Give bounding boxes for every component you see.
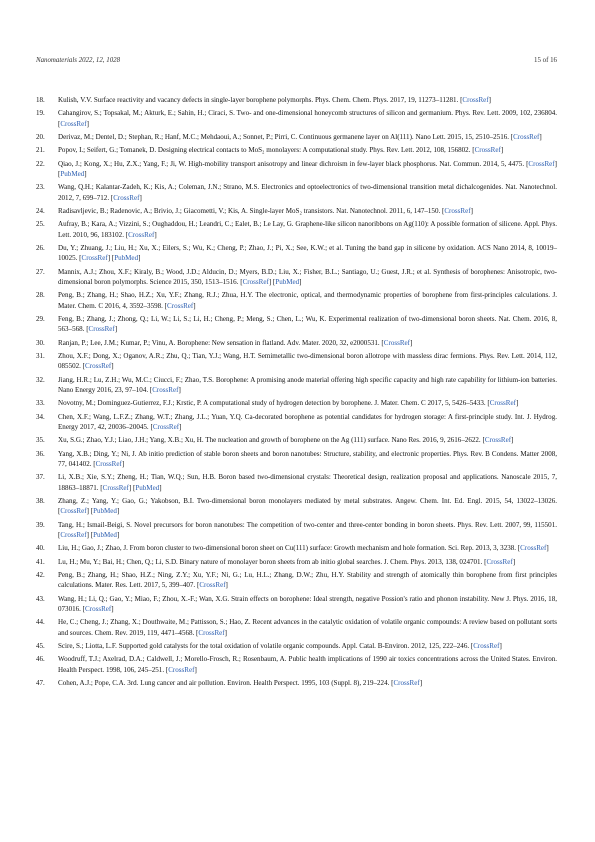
reference-item [36, 314, 557, 335]
reference-body: Popov, I.; Seifert, G.; Tomanek, D. Designing electrical contacts to MoS₂ monolayers: A computational study. Phys. Rev. Lett. 2012, 108, 156802. [CrossRef] [58, 146, 504, 155]
reference-body: Mannix, A.J.; Zhou, X.F.; Kiraly, B.; Wood, J.D.; Alducin, D.; Myers, B.D.; Liu, X.; Fisher, B.L.; Santiago, U.; Guest, J.R.; et al. Synthesis of borophenes: Anisotropic, two-dimensional boron polymorphs. Science 2015, 350, 1513–1516. [CrossRef] [PubMed] [58, 267, 557, 287]
reference-item [36, 472, 557, 493]
reference-body: Zhou, X.F.; Dong, X.; Oganov, A.R.; Zhu, Q.; Tian, Y.J.; Wang, H.T. Semimetallic two-dimensional boron allotrope with massless dirac fermions. Phys. Rev. Lett. 2014, 112, 085502. [CrossRef] [58, 352, 557, 371]
reference-number: 39. [36, 520, 45, 529]
reference-item [36, 641, 557, 651]
reference-item [36, 108, 557, 129]
reference-item [36, 520, 557, 541]
crossref-link[interactable]: CrossRef [393, 679, 420, 688]
reference-number: 40. [36, 544, 45, 553]
crossref-link[interactable]: CrossRef [102, 483, 129, 492]
reference-number: 41. [36, 557, 45, 566]
crossref-link[interactable]: CrossRef [152, 385, 179, 394]
reference-item [36, 132, 557, 142]
crossref-link[interactable]: CrossRef [513, 133, 540, 142]
reference-number: 29. [36, 315, 45, 324]
reference-text: Wang, Q.H.; Kalantar-Zadeh, K.; Kis, A.; Coleman, J.N.; Strano, M.S. Electronics and optoelectronics of two-dimensional transition metal dichalcogenides. Nat. Nanotechnol. 2012, 7, 699–712. [58, 183, 557, 202]
reference-body: Feng, B.; Zhang, J.; Zhong, Q.; Li, W.; Li, S.; Li, H.; Cheng, P.; Meng, S.; Chen, L.; Wu, K. Experimental realization of two-dimensional boron sheets. Nat. Chem. 2016, 8, 563–568. [CrossRef] [58, 315, 557, 334]
reference-text: Qiao, J.; Kong, X.; Hu, Z.X.; Yang, F.; Ji, W. High-mobility transport anisotropy and linear dichroism in few-layer black phosphorus. Nat. Commun. 2014, 5, 4475. [58, 159, 525, 168]
crossref-link[interactable]: CrossRef [462, 96, 489, 104]
reference-body: Zhang, Z.; Yang, Y.; Gao, G.; Yakobson, B.I. Two-dimensional boron monolayers mediated by metal substrates. Angew. Chem. Int. Ed. Engl. 2015, 54, 13022–13026. [CrossRef] [PubMed] [58, 497, 557, 516]
reference-text: Chen, X.F.; Wang, L.F.Z.; Zhang, W.T.; Zhang, J.L.; Yuan, Y.Q. Ca-decorated borophene as potential candidates for hydrogen storage: A first-principle study. Int. J. Hydrog. Energy 2017, 42, 20036–20045. [58, 412, 557, 431]
reference-item [36, 557, 557, 567]
reference-number: 38. [36, 497, 45, 506]
reference-item [36, 375, 557, 396]
reference-number: 44. [36, 618, 45, 627]
reference-item [36, 543, 557, 553]
reference-body: Ranjan, P.; Lee, J.M.; Kumar, P.; Vinu, A. Borophene: New sensation in flatland. Adv. Mater. 2020, 32, e2000531. [CrossRef] [58, 338, 413, 347]
journal-name: Nanomaterials [36, 57, 77, 64]
reference-item [36, 435, 557, 445]
reference-text: Li, X.B.; Xie, S.Y.; Zheng, H.; Tian, W.Q.; Sun, H.B. Boron based two-dimensional crystals: Theoretical design, realization proposal and applications. Nanoscale 2015, 7, 18863–18871. [58, 473, 557, 492]
crossref-link[interactable]: CrossRef [60, 507, 87, 516]
reference-number: 42. [36, 571, 45, 580]
reference-number: 32. [36, 375, 45, 384]
reference-text: Lu, H.; Mu, Y.; Bai, H.; Chen, Q.; Li, S.D. Binary nature of monolayer boron sheets from ab initio global searches. J. Chem. Phys. 2013, 138, 024701. [58, 557, 483, 566]
crossref-link[interactable]: CrossRef [199, 581, 226, 590]
crossref-link[interactable]: CrossRef [113, 193, 140, 202]
page-number: 15 of 16 [534, 57, 557, 64]
reference-number: 46. [36, 655, 45, 664]
crossref-link[interactable]: CrossRef [85, 605, 112, 614]
reference-item [36, 145, 557, 155]
reference-list [36, 95, 557, 691]
reference-number: 30. [36, 338, 45, 347]
reference-text: Zhou, X.F.; Dong, X.; Oganov, A.R.; Zhu, Q.; Tian, Y.J.; Wang, H.T. Semimetallic two-dimensional boron allotrope with massless dirac fermions. Phys. Rev. Lett. 2014, 112, 085502. [58, 352, 557, 371]
reference-body: Du, Y.; Zhuang, J.; Liu, H.; Xu, X.; Eilers, S.; Wu, K.; Cheng, P.; Zhao, J.; Pi, X.; See, K.W.; et al. Tuning the band gap in silicene by oxidation. ACS Nano 2014, 8, 10019–10025. [CrossRef] [PubMed] [58, 244, 557, 263]
reference-body: Xu, S.G.; Zhao, Y.J.; Liao, J.H.; Yang, X.B.; Xu, H. The nucleation and growth of borophene on the Ag (111) surface. Nano Res. 2016, 9, 2616–2622. [CrossRef] [58, 436, 514, 445]
reference-body: Lu, H.; Mu, Y.; Bai, H.; Chen, Q.; Li, S.D. Binary nature of monolayer boron sheets from ab initio global searches. J. Chem. Phys. 2013, 138, 024701. [CrossRef] [58, 557, 516, 566]
reference-text: Kulish, V.V. Surface reactivity and vacancy defects in single-layer borophene polymorphs. Phys. Chem. Chem. Phys. 2017, 19, 11273–11281. [58, 96, 459, 104]
reference-body: He, C.; Cheng, J.; Zhang, X.; Douthwaite, M.; Pattisson, S.; Hao, Z. Recent advances in the catalytic oxidation of volatile organic compounds: A review based on pollutant sorts and sources. Chem. Rev. 2019, 119, 4471–4568. [CrossRef] [58, 618, 557, 637]
reference-number: 36. [36, 449, 45, 458]
reference-text: Wang, H.; Li, Q.; Gao, Y.; Miao, F.; Zhou, X.-F.; Wan, X.G. Strain effects on borophene: Ideal strength, negative Possion's ratio and phonon instability. New J. Phys. 2016, 18, 073016. [58, 594, 557, 614]
reference-text: Peng, B.; Zhang, H.; Shao, H.Z.; Ning, Z.Y.; Xu, Y.F.; Ni, G.; Lu, H.L.; Zhang, D.W.; Zhu, H.Y. Stability and strength of atomically thin borophene from first principles calculations. Mater. Res. Lett. 2017, 5, 399–407. [58, 571, 557, 590]
crossref-link[interactable]: CrossRef [81, 254, 108, 263]
reference-body: Tang, H.; Ismail-Beigi, S. Novel precursors for boron nanotubes: The competition of two-center and three-center bonding in boron sheets. Phys. Rev. Lett. 2007, 99, 115501. [CrossRef] [PubMed] [58, 520, 557, 539]
reference-number: 22. [36, 159, 45, 168]
reference-item [36, 617, 557, 638]
reference-body: Jiang, H.R.; Lu, Z.H.; Wu, M.C.; Ciucci, F.; Zhao, T.S. Borophene: A promising anode material offering high specific capacity and high rate capability for lithium-ion batteries. Nano Energy 2016, 23, 97–104. [CrossRef] [58, 375, 557, 394]
pubmed-link[interactable]: PubMed [93, 530, 117, 539]
reference-body: Chen, X.F.; Wang, L.F.Z.; Zhang, W.T.; Zhang, J.L.; Yuan, Y.Q. Ca-decorated borophene as potential candidates for hydrogen storage: A first-principle study. Int. J. Hydrog. Energy 2017, 42, 20036–20045. [CrossRef] [58, 412, 557, 431]
reference-body: Scire, S.; Liotta, L.F. Supported gold catalysts for the total oxidation of volatile organic compounds. Appl. Catal. B-Environ. 2012, 125, 222–246. [CrossRef] [58, 642, 502, 651]
crossref-link[interactable]: CrossRef [473, 642, 500, 651]
reference-body: Aufray, B.; Kara, A.; Vizzini, S.; Oughaddou, H.; Leandri, C.; Ealet, B.; Le Lay, G. Graphene-like silicon nanoribbons on Ag(110): A possible formation of silicene. Appl. Phys. Lett. 2010, 96, 183102. [CrossRef] [58, 220, 557, 239]
reference-text: Liu, H.; Gao, J.; Zhao, J. From boron cluster to two-dimensional boron sheet on Cu(111) surface: Growth mechanism and hole formation. Sci. Rep. 2013, 3, 3238. [58, 544, 517, 553]
reference-body: Cohen, A.J.; Pope, C.A. 3rd. Lung cancer and air pollution. Environ. Health Perspect. 1995, 103 (Suppl. 8), 219–224. [CrossRef] [58, 679, 423, 688]
reference-body: Wang, Q.H.; Kalantar-Zadeh, K.; Kis, A.; Coleman, J.N.; Strano, M.S. Electronics and optoelectronics of two-dimensional transition metal dichalcogenides. Nat. Nanotechnol. 2012, 7, 699–712. [CrossRef] [58, 183, 557, 202]
crossref-link[interactable]: CrossRef [128, 230, 155, 239]
reference-body: Peng, B.; Zhang, H.; Shao, H.Z.; Ning, Z.Y.; Xu, Y.F.; Ni, G.; Lu, H.L.; Zhang, D.W.; Zhu, H.Y. Stability and strength of atomically thin borophene from first principles calculations. Mater. Res. Lett. 2017, 5, 399–407. [CrossRef] [58, 571, 557, 590]
reference-item [36, 267, 557, 288]
reference-text: Zhang, Z.; Yang, Y.; Gao, G.; Yakobson, B.I. Two-dimensional boron monolayers mediated by metal substrates. Angew. Chem. Int. Ed. Engl. 2015, 54, 13022–13026. [58, 497, 557, 506]
page-header [36, 57, 557, 69]
reference-item [36, 678, 557, 688]
crossref-link[interactable]: CrossRef [489, 399, 516, 408]
pubmed-link[interactable]: PubMed [135, 483, 160, 492]
reference-text: Ranjan, P.; Lee, J.M.; Kumar, P.; Vinu, A. Borophene: New sensation in flatland. Adv. Mater. 2020, 32, e2000531. [58, 338, 380, 347]
crossref-link[interactable]: CrossRef [486, 557, 513, 566]
crossref-link[interactable]: CrossRef [85, 362, 112, 371]
reference-text: Cohen, A.J.; Pope, C.A. 3rd. Lung cancer and air pollution. Environ. Health Perspect. 1995, 103 (Suppl. 8), 219–224. [58, 679, 390, 688]
reference-number: 26. [36, 244, 45, 253]
reference-text: Novotny, M.; Dominguez-Gutierrez, F.J.; Krstic, P. A computational study of hydrogen detection by borophene. J. Mater. Chem. C 2017, 5, 5426–5433. [58, 399, 486, 408]
reference-item [36, 570, 557, 591]
reference-text: Xu, S.G.; Zhao, Y.J.; Liao, J.H.; Yang, X.B.; Xu, H. The nucleation and growth of borophene on the Ag (111) surface. Nano Res. 2016, 9, 2616–2622. [58, 436, 481, 445]
reference-number: 45. [36, 642, 45, 651]
reference-body: Yang, X.B.; Ding, Y.; Ni, J. Ab initio prediction of stable boron sheets and boron nanotubes: Structure, stability, and electronic properties. Phys. Rev. B Condens. Matter 2008, 77, 041402. [CrossRef] [58, 449, 557, 469]
reference-text: Jiang, H.R.; Lu, Z.H.; Wu, M.C.; Ciucci, F.; Zhao, T.S. Borophene: A promising anode material offering high specific capacity and high rate capability for lithium-ion batteries. Nano Energy 2016, 23, 97–104. [58, 375, 557, 394]
reference-item [36, 243, 557, 264]
reference-text: Yang, X.B.; Ding, Y.; Ni, J. Ab initio prediction of stable boron sheets and boron nanotubes: Structure, stability, and electronic properties. Phys. Rev. B Condens. Matter 2008, 77, 041402. [58, 449, 557, 469]
reference-body: Derivaz, M.; Dentel, D.; Stephan, R.; Hanf, M.C.; Mehdaoui, A.; Sonnet, P.; Pirri, C. Continuous germanene layer on Al(111). Nano Lett. 2015, 15, 2510–2516. [CrossRef] [58, 133, 542, 142]
reference-text: Aufray, B.; Kara, A.; Vizzini, S.; Oughaddou, H.; Leandri, C.; Ealet, B.; Le Lay, G. Graphene-like silicon nanoribbons on Ag(110): A possible formation of silicene. Appl. Phys. Lett. 2010, 96, 183102. [58, 220, 557, 239]
crossref-link[interactable]: CrossRef [88, 325, 115, 334]
reference-number: 19. [36, 109, 45, 118]
reference-number: 43. [36, 594, 45, 603]
reference-text: Derivaz, M.; Dentel, D.; Stephan, R.; Hanf, M.C.; Mehdaoui, A.; Sonnet, P.; Pirri, C. Continuous germanene layer on Al(111). Nano Lett. 2015, 15, 2510–2516. [58, 133, 510, 142]
reference-body: Novotny, M.; Dominguez-Gutierrez, F.J.; Krstic, P. A computational study of hydrogen detection by borophene. J. Mater. Chem. C 2017, 5, 5426–5433. [CrossRef] [58, 399, 519, 408]
journal-info: 2022, 12, 1028 [76, 57, 121, 64]
crossref-link[interactable]: CrossRef [242, 278, 269, 287]
crossref-link[interactable]: CrossRef [520, 544, 547, 553]
crossref-link[interactable]: CrossRef [152, 423, 180, 431]
reference-number: 31. [36, 352, 45, 361]
reference-item [36, 290, 557, 311]
reference-number: 33. [36, 399, 45, 408]
crossref-link[interactable]: CrossRef [444, 207, 471, 216]
journal-citation [36, 57, 120, 64]
reference-body: Radisavljevic, B.; Radenovic, A.; Brivio, J.; Giacometti, V.; Kis, A. Single-layer MoS₂ transistors. Nat. Nanotechnol. 2011, 6, 147–150. [CrossRef] [58, 207, 473, 216]
reference-body: Cahangirov, S.; Topsakal, M.; Akturk, E.; Sahin, H.; Ciraci, S. Two- and one-dimensional honeycomb structures of silicon and germanium. Phys. Rev. Lett. 2009, 102, 236804. [CrossRef] [58, 109, 557, 128]
reference-text: Radisavljevic, B.; Radenovic, A.; Brivio, J.; Giacometti, V.; Kis, A. Single-layer MoS₂ transistors. Nat. Nanotechnol. 2011, 6, 147–150. [58, 207, 441, 216]
reference-number: 28. [36, 291, 45, 300]
crossref-link[interactable]: CrossRef [95, 460, 122, 469]
crossref-link[interactable]: CrossRef [528, 159, 555, 168]
reference-body: Qiao, J.; Kong, X.; Hu, Z.X.; Yang, F.; Ji, W. High-mobility transport anisotropy and linear dichroism in few-layer black phosphorus. Nat. Commun. 2014, 5, 4475. [CrossRef] [PubMed] [58, 159, 558, 179]
reference-body: Liu, H.; Gao, J.; Zhao, J. From boron cluster to two-dimensional boron sheet on Cu(111) surface: Growth mechanism and hole formation. Sci. Rep. 2013, 3, 3238. [CrossRef] [58, 544, 549, 553]
reference-item [36, 449, 557, 470]
reference-item [36, 219, 557, 240]
crossref-link[interactable]: CrossRef [60, 530, 87, 539]
pubmed-link[interactable]: PubMed [114, 254, 139, 263]
reference-number: 34. [36, 412, 45, 421]
reference-item [36, 594, 557, 615]
reference-text: Peng, B.; Zhang, H.; Shao, H.Z.; Xu, Y.F.; Zhang, R.J.; Zhua, H.Y. The electronic, optical, and thermodynamic properties of borophene from first-principles calculations. J. Mater. Chem. C 2016, 4, 3592–3598. [58, 291, 557, 310]
reference-text: Woodruff, T.J.; Axelrad, D.A.; Caldwell, J.; Morello-Frosch, R.; Rosenbaum, A. Public health implications of 1990 air toxics concentrations across the United States. Environ. Health Perspect. 1998, 106, 245–251. [58, 655, 557, 674]
reference-text: Cahangirov, S.; Topsakal, M.; Akturk, E.; Sahin, H.; Ciraci, S. Two- and one-dimensional honeycomb structures of silicon and germanium. Phys. Rev. Lett. 2009, 102, 236804. [58, 109, 557, 118]
reference-number: 27. [36, 267, 45, 276]
reference-item [36, 412, 557, 433]
reference-text: Mannix, A.J.; Zhou, X.F.; Kiraly, B.; Wood, J.D.; Alducin, D.; Myers, B.D.; Liu, X.; Fisher, B.L.; Santiago, U.; Guest, J.R.; et al. Synthesis of borophenes: Anisotropic, two-dimensional boron polymorphs. Science 2015, 350, 1513–1516. [58, 267, 557, 287]
reference-body: Woodruff, T.J.; Axelrad, D.A.; Caldwell, J.; Morello-Frosch, R.; Rosenbaum, A. Public health implications of 1990 air toxics concentrations across the United States. Environ. Health Perspect. 1998, 106, 245–251. [CrossRef] [58, 655, 557, 674]
crossref-link[interactable]: CrossRef [474, 146, 501, 155]
reference-item [36, 338, 557, 348]
crossref-link[interactable]: CrossRef [168, 665, 195, 674]
reference-number: 35. [36, 436, 45, 445]
reference-text: Tang, H.; Ismail-Beigi, S. Novel precursors for boron nanotubes: The competition of two-center and three-center bonding in boron sheets. Phys. Rev. Lett. 2007, 99, 115501. [58, 520, 557, 529]
reference-text: He, C.; Cheng, J.; Zhang, X.; Douthwaite, M.; Pattisson, S.; Hao, Z. Recent advances in the catalytic oxidation of volatile organic compounds: A review based on pollutant sorts and sources. Chem. Rev. 2019, 119, 4471–4568. [58, 618, 557, 637]
reference-body: Kulish, V.V. Surface reactivity and vacancy defects in single-layer borophene polymorphs. Phys. Chem. Chem. Phys. 2017, 19, 11273–11281. [CrossRef] [58, 96, 492, 104]
reference-number: 23. [36, 183, 45, 192]
reference-number: 18. [36, 96, 45, 104]
reference-number: 25. [36, 220, 45, 229]
reference-number: 37. [36, 473, 45, 482]
crossref-link[interactable]: CrossRef [167, 301, 194, 310]
pubmed-link[interactable]: PubMed [275, 278, 300, 287]
reference-item [36, 351, 557, 372]
reference-item [36, 206, 557, 216]
crossref-link[interactable]: CrossRef [60, 119, 87, 128]
reference-body: Li, X.B.; Xie, S.Y.; Zheng, H.; Tian, W.Q.; Sun, H.B. Boron based two-dimensional crystals: Theoretical design, realization proposal and applications. Nanoscale 2015, 7, 18863–18871. [CrossRef] [PubMed] [58, 473, 557, 492]
reference-number: 21. [36, 146, 45, 155]
reference-item [36, 496, 557, 517]
reference-text: Popov, I.; Seifert, G.; Tomanek, D. Designing electrical contacts to MoS₂ monolayers: A computational study. Phys. Rev. Lett. 2012, 108, 156802. [58, 146, 471, 155]
reference-item [36, 654, 557, 675]
pubmed-link[interactable]: PubMed [60, 170, 85, 179]
reference-item [36, 159, 557, 180]
reference-number: 47. [36, 679, 45, 688]
crossref-link[interactable]: CrossRef [198, 628, 225, 637]
reference-text: Feng, B.; Zhang, J.; Zhong, Q.; Li, W.; Li, S.; Li, H.; Cheng, P.; Meng, S.; Chen, L.; Wu, K. Experimental realization of two-dimensional boron sheets. Nat. Chem. 2016, 8, 563–568. [58, 315, 557, 334]
reference-number: 24. [36, 207, 45, 216]
reference-item [36, 398, 557, 408]
reference-body: Peng, B.; Zhang, H.; Shao, H.Z.; Xu, Y.F.; Zhang, R.J.; Zhua, H.Y. The electronic, optical, and thermodynamic properties of borophene from first-principles calculations. J. Mater. Chem. C 2016, 4, 3592–3598. [CrossRef] [58, 291, 557, 310]
reference-text: Du, Y.; Zhuang, J.; Liu, H.; Xu, X.; Eilers, S.; Wu, K.; Cheng, P.; Zhao, J.; Pi, X.; See, K.W.; et al. Tuning the band gap in silicene by oxidation. ACS Nano 2014, 8, 10019–10025. [58, 244, 557, 263]
reference-body: Wang, H.; Li, Q.; Gao, Y.; Miao, F.; Zhou, X.-F.; Wan, X.G. Strain effects on borophene: Ideal strength, negative Possion's ratio and phonon instability. New J. Phys. 2016, 18, 073016. [CrossRef] [58, 594, 557, 614]
pubmed-link[interactable]: PubMed [93, 507, 117, 516]
crossref-link[interactable]: CrossRef [383, 338, 410, 347]
reference-text: Scire, S.; Liotta, L.F. Supported gold catalysts for the total oxidation of volatile organic compounds. Appl. Catal. B-Environ. 2012, 125, 222–246. [58, 642, 470, 651]
crossref-link[interactable]: CrossRef [484, 436, 512, 445]
reference-item [36, 182, 557, 203]
reference-number: 20. [36, 133, 45, 142]
reference-item [36, 95, 557, 105]
